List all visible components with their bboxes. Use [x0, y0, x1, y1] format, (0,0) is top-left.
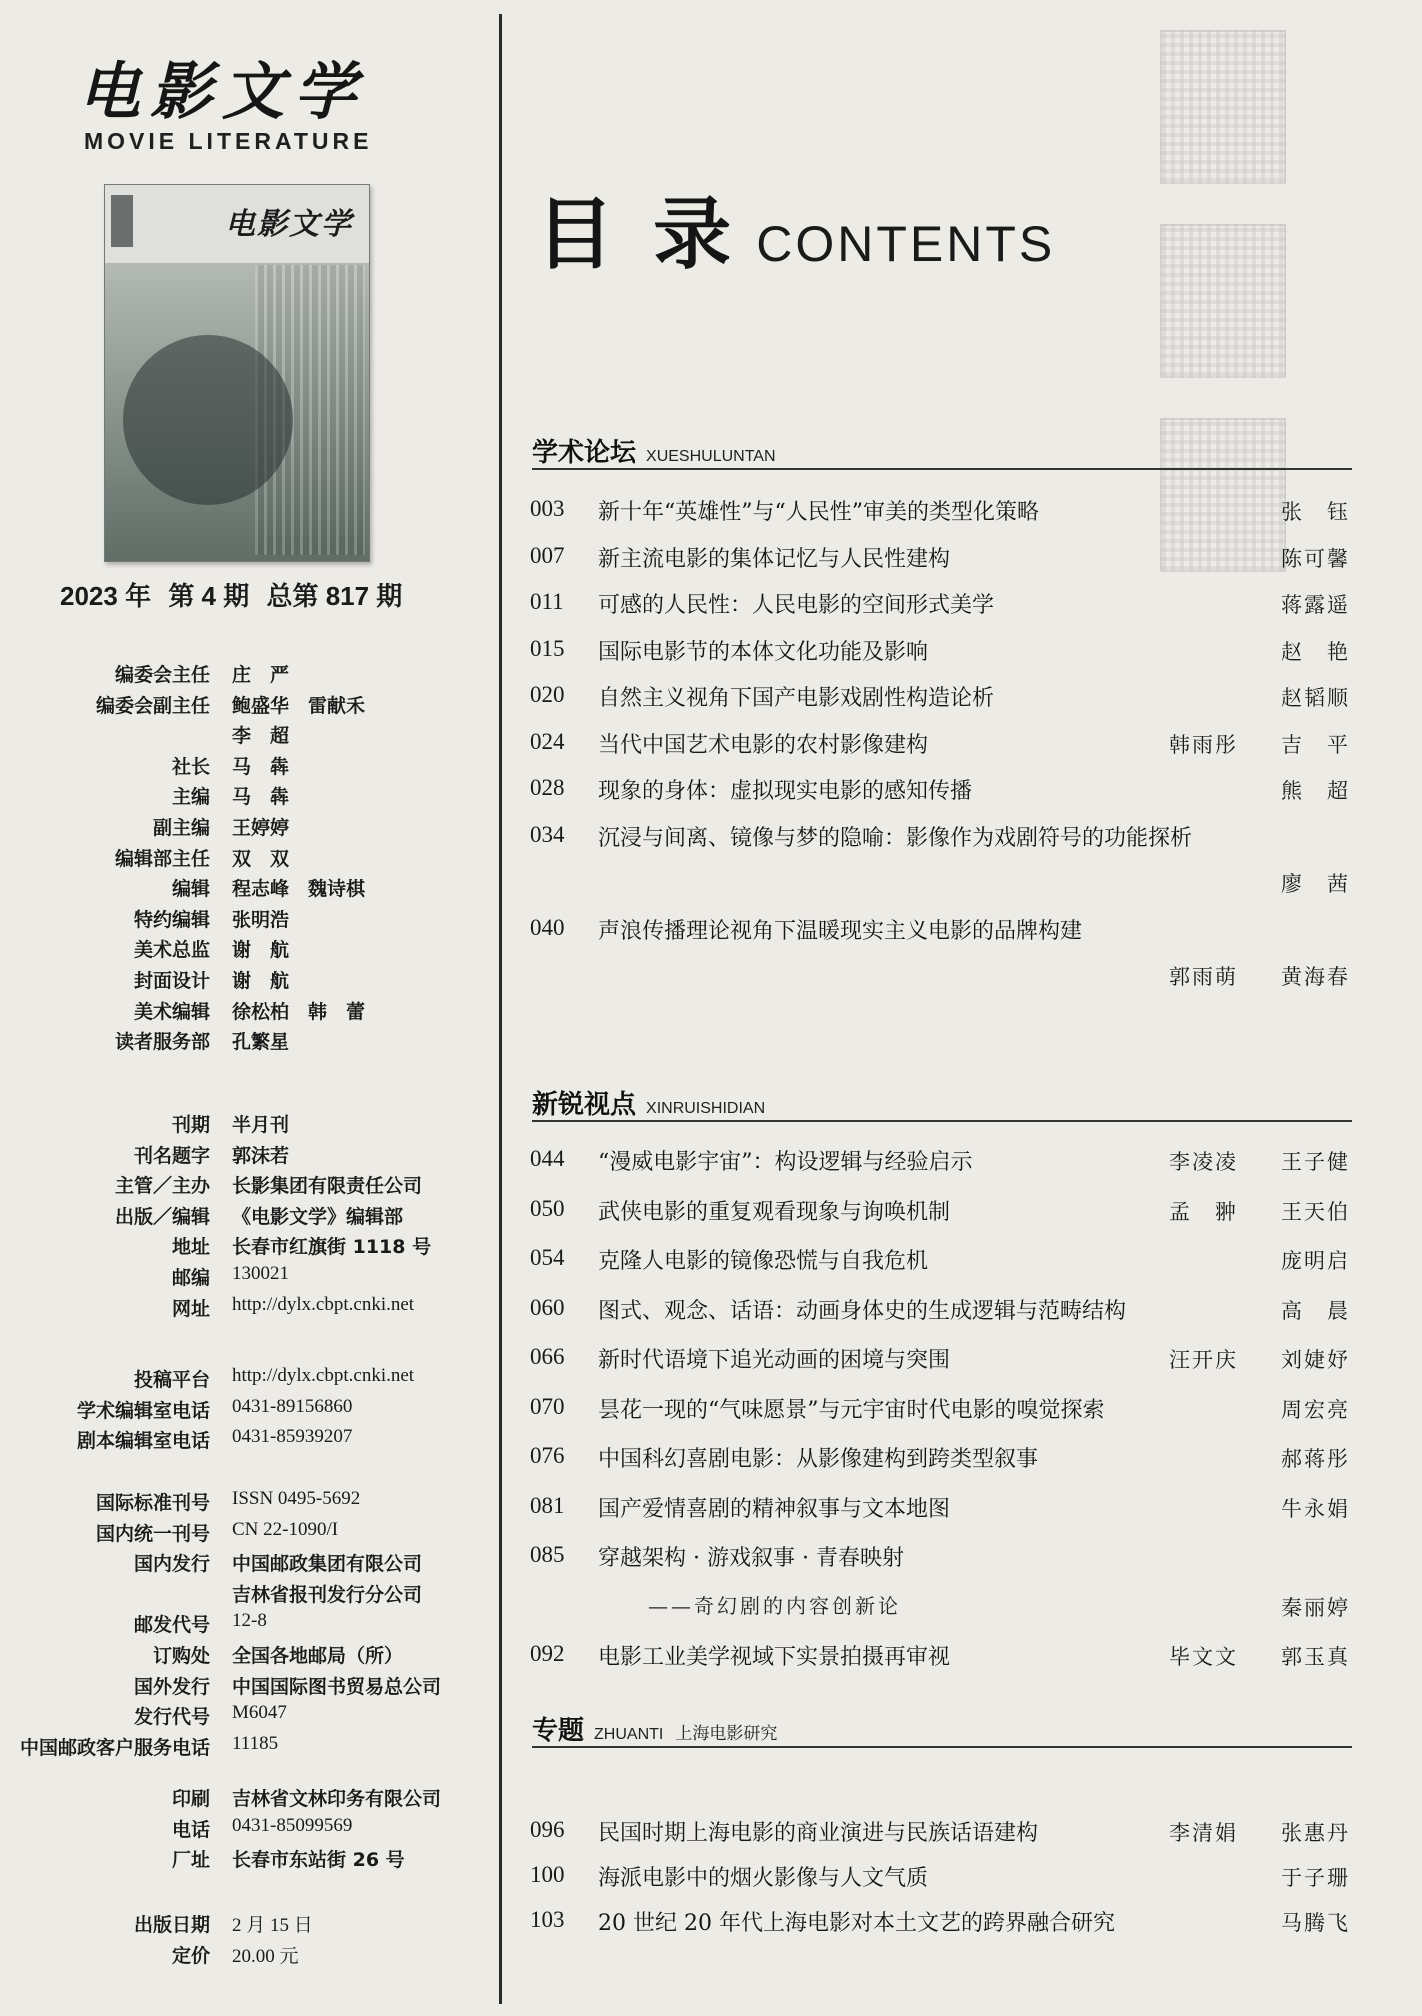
- masthead-value: http://dylx.cbpt.cnki.net: [232, 1365, 415, 1386]
- cover-circle-graphic: [123, 335, 293, 505]
- masthead-label: 中国邮政客户服务电话: [19, 1736, 210, 1759]
- masthead-row: [0, 1815, 495, 1845]
- toc-entry[interactable]: [530, 1905, 1350, 1939]
- toc-entry[interactable]: [530, 727, 1350, 761]
- article-title: “漫威电影宇宙”：构设逻辑与经验启示: [598, 1150, 973, 1175]
- masthead-label: 邮编: [171, 1267, 210, 1289]
- masthead-row: [0, 1027, 495, 1057]
- article-author: 陈可馨: [1281, 546, 1350, 571]
- article-author: 庞明启: [1281, 1249, 1350, 1273]
- masthead-label: 出版日期: [133, 1914, 210, 1936]
- toc-entry[interactable]: [530, 1342, 1350, 1376]
- masthead-value: 中国国际图书贸易总公司: [232, 1675, 442, 1698]
- masthead-row: [0, 1110, 495, 1140]
- author-line: [530, 1590, 1350, 1620]
- article-author: 孟 翀: [1169, 1199, 1238, 1224]
- page-number: 076: [530, 1443, 565, 1468]
- masthead-label: 编委会副主任: [95, 694, 210, 717]
- masthead-value: http://dylx.cbpt.cnki.net: [232, 1293, 415, 1315]
- masthead-row: [0, 935, 495, 965]
- page-number: 070: [530, 1393, 565, 1419]
- masthead-value: 130021: [232, 1263, 289, 1284]
- masthead-label: 厂址: [171, 1849, 210, 1872]
- masthead-value: 庄 严: [232, 664, 290, 686]
- masthead-value: 20.00 元: [232, 1945, 299, 1967]
- article-author: 蒋露遥: [1281, 593, 1350, 617]
- article-title: 现象的身体：虚拟现实电影的感知传播: [598, 779, 973, 804]
- masthead-row: [0, 1733, 495, 1763]
- article-title: 新主流电影的集体记忆与人民性建构: [598, 546, 951, 572]
- masthead-value: 程志峰 魏诗棋: [232, 878, 366, 901]
- masthead-label: 发行代号: [133, 1706, 210, 1729]
- masthead-row: [0, 1580, 495, 1610]
- section-name: 新锐视点: [532, 1090, 637, 1120]
- masthead-value: 0431-89156860: [232, 1395, 353, 1417]
- masthead-label: 学术编辑室电话: [76, 1399, 210, 1422]
- masthead-value: 孔繁星: [232, 1031, 290, 1054]
- masthead-label: 编辑: [171, 878, 210, 901]
- masthead-value: 《电影文学》编辑部: [232, 1205, 404, 1228]
- masthead-row: [0, 1426, 495, 1456]
- masthead-label: 社长: [171, 755, 210, 778]
- toc-entry[interactable]: [530, 1144, 1350, 1178]
- article-title: 武侠电影的重复观看现象与询唤机制: [598, 1199, 951, 1225]
- masthead-row: [0, 752, 495, 782]
- column-divider: [499, 14, 502, 2004]
- qr-code-ghost: [1160, 30, 1286, 184]
- article-author: 秦丽婷: [1281, 1595, 1350, 1620]
- article-author: 廖 茜: [1281, 872, 1350, 896]
- masthead-value: 中国邮政集团有限公司: [232, 1553, 423, 1576]
- masthead-label: 刊期: [171, 1114, 210, 1136]
- masthead-value: 0431-85099569: [232, 1814, 353, 1836]
- article-author: 于子珊: [1281, 1866, 1350, 1890]
- article-author: 周宏亮: [1281, 1397, 1350, 1422]
- masthead-value: 鲍盛华 雷献禾: [232, 694, 366, 717]
- section-name: 学术论坛: [532, 438, 637, 468]
- masthead-label: 电话: [171, 1818, 210, 1841]
- article-title: 海派电影中的烟火影像与人文气质: [598, 1866, 929, 1891]
- page-number: 040: [530, 914, 565, 940]
- page-number: 092: [530, 1641, 565, 1666]
- masthead-label: 剧本编辑室电话: [76, 1430, 210, 1453]
- masthead-label: 订购处: [152, 1645, 210, 1667]
- masthead-value: 徐松柏 韩 蕾: [232, 1000, 366, 1023]
- article-author: 王天伯: [1281, 1199, 1350, 1224]
- article-author: 韩雨彤: [1169, 732, 1238, 757]
- article-title: 电影工业美学视域下实景拍摄再审视: [598, 1645, 951, 1670]
- masthead-value: 郭沫若: [232, 1144, 290, 1167]
- article-author: 毕文文: [1169, 1645, 1238, 1669]
- section-pinyin: XINRUISHIDIAN: [646, 1100, 766, 1117]
- masthead-row: [0, 782, 495, 812]
- masthead-label: 美术总监: [133, 939, 210, 962]
- masthead-label: 印刷: [171, 1788, 210, 1810]
- masthead-value: 长影集团有限责任公司: [232, 1175, 423, 1198]
- qr-code-ghost: [1160, 224, 1286, 378]
- masthead-label: 地址: [171, 1236, 210, 1259]
- masthead-value: 长春市东站街 26 号: [232, 1849, 405, 1872]
- article-title: 自然主义视角下国产电影戏剧性构造论析: [598, 686, 995, 711]
- article-author: 高 晨: [1281, 1298, 1350, 1323]
- toc-entry[interactable]: [530, 773, 1350, 807]
- article-title: 克隆人电影的镜像恐慌与自我危机: [598, 1249, 929, 1274]
- article-title: 图式、观念、话语：动画身体史的生成逻辑与范畴结构: [598, 1298, 1127, 1324]
- page-number: 011: [530, 589, 564, 614]
- masthead-row: [0, 1171, 495, 1201]
- article-author: 李凌凌: [1169, 1150, 1238, 1174]
- page-number: 054: [530, 1245, 565, 1270]
- masthead-row: [0, 1294, 495, 1324]
- masthead-label: 投稿平台: [133, 1369, 210, 1391]
- toc-entry[interactable]: [530, 680, 1350, 714]
- page-number: 100: [530, 1862, 565, 1887]
- magazine-logo: 电影文学: [78, 55, 367, 128]
- masthead-row: [0, 1784, 495, 1814]
- article-author: 吉 平: [1281, 732, 1350, 757]
- masthead-row: [0, 966, 495, 996]
- masthead-label: 特约编辑: [133, 908, 210, 931]
- masthead-row: [0, 660, 495, 690]
- toc-entry[interactable]: [530, 820, 1350, 854]
- section-heading: [532, 1084, 1352, 1122]
- page-number: 050: [530, 1195, 565, 1221]
- page-number: 028: [530, 775, 565, 800]
- article-subtitle: ——奇幻剧的内容创新论: [648, 1593, 901, 1618]
- masthead-row: [0, 1365, 495, 1395]
- masthead-label: 编委会主任: [114, 664, 210, 686]
- masthead-value: 12-8: [232, 1610, 267, 1632]
- masthead-row: [0, 1910, 495, 1940]
- cover-title: 电影文学: [225, 207, 353, 242]
- masthead-row: [0, 1941, 495, 1971]
- masthead-value: ISSN 0495-5692: [232, 1488, 361, 1509]
- masthead-value: 张明浩: [232, 908, 290, 931]
- section-name: 专题: [532, 1716, 585, 1746]
- masthead-row: [0, 1232, 495, 1262]
- toc-entry[interactable]: [530, 1540, 1350, 1574]
- article-title: 国产爱情喜剧的精神叙事与文本地图: [598, 1496, 951, 1522]
- page-number: 007: [530, 542, 565, 568]
- page-number: 085: [530, 1542, 565, 1567]
- masthead-value: 王婷婷: [232, 817, 290, 839]
- page-number: 081: [530, 1492, 565, 1518]
- masthead-label: 国内统一刊号: [95, 1522, 210, 1545]
- masthead-row: [0, 844, 495, 874]
- masthead-label: 刊名题字: [133, 1144, 210, 1167]
- masthead-row: [0, 1519, 495, 1549]
- masthead-value: 2 月 15 日: [232, 1915, 313, 1936]
- article-title: 声浪传播理论视角下温暖现实主义电影的品牌构建: [598, 918, 1083, 944]
- article-title: 民国时期上海电影的商业演进与民族话语建构: [598, 1821, 1039, 1846]
- article-author: 张 钰: [1281, 500, 1350, 524]
- page-number: 024: [530, 728, 565, 754]
- contents-title-english: CONTENTS: [756, 216, 1056, 272]
- article-title: 沉浸与间离、镜像与梦的隐喻：影像作为戏剧符号的功能探析: [598, 825, 1193, 851]
- page-number: 015: [530, 635, 565, 661]
- article-author: 郭雨萌: [1169, 965, 1238, 989]
- article-author: 王子健: [1281, 1150, 1350, 1174]
- masthead-row: [0, 1488, 495, 1518]
- article-title: 当代中国艺术电影的农村影像建构: [598, 732, 929, 758]
- masthead-value: 马 犇: [232, 786, 290, 809]
- article-author: 李清娟: [1169, 1821, 1238, 1845]
- toc-entry[interactable]: [530, 541, 1350, 575]
- contents-title-chinese: 目 录: [536, 190, 738, 280]
- masthead-row: [0, 1263, 495, 1293]
- toc-entry[interactable]: [530, 634, 1350, 668]
- section-pinyin: ZHUANTI: [594, 1726, 664, 1743]
- toc-entry[interactable]: [530, 494, 1350, 528]
- masthead-value: 长春市红旗街 1118 号: [232, 1236, 432, 1259]
- masthead-label: 主管／主办: [114, 1175, 210, 1198]
- article-title: 中国科幻喜剧电影：从影像建构到跨类型叙事: [598, 1447, 1039, 1472]
- toc-entry[interactable]: [530, 1293, 1350, 1327]
- masthead-column: [0, 0, 495, 2016]
- article-author: 赵韬顺: [1281, 686, 1350, 710]
- masthead-value: 李 超: [232, 725, 290, 748]
- article-author: 马腾飞: [1281, 1911, 1350, 1935]
- article-author: 郝蒋彤: [1281, 1447, 1350, 1471]
- masthead-value: 吉林省文林印务有限公司: [232, 1788, 442, 1810]
- masthead-label: 网址: [171, 1297, 210, 1320]
- masthead-label: 定价: [171, 1944, 210, 1967]
- masthead-label: 主编: [171, 786, 210, 809]
- article-author: 黄海春: [1281, 965, 1350, 989]
- masthead-label: 封面设计: [133, 970, 210, 992]
- masthead-value: 半月刊: [232, 1114, 290, 1136]
- masthead-label: 出版／编辑: [114, 1205, 210, 1228]
- article-author: 汪开庆: [1169, 1348, 1238, 1372]
- masthead-row: [0, 721, 495, 751]
- issue-total: 总第 817 期: [266, 581, 403, 611]
- masthead-value: 谢 航: [232, 970, 290, 992]
- article-title: 20 世纪 20 年代上海电影对本土文艺的跨界融合研究: [598, 1911, 1115, 1936]
- toc-entry[interactable]: [530, 1392, 1350, 1426]
- toc-entry[interactable]: [530, 1194, 1350, 1228]
- toc-entry[interactable]: [530, 1441, 1350, 1475]
- article-author: 熊 超: [1281, 779, 1350, 803]
- masthead-value: 全国各地邮局（所）: [232, 1645, 404, 1667]
- toc-entry[interactable]: [530, 587, 1350, 621]
- masthead-value: 马 犇: [232, 755, 290, 778]
- masthead-value: 0431-85939207: [232, 1426, 353, 1448]
- issue-info: [60, 576, 412, 613]
- toc-entry[interactable]: [530, 1860, 1350, 1894]
- section-pinyin: XUESHULUNTAN: [646, 448, 776, 465]
- toc-entry[interactable]: [530, 913, 1350, 947]
- page-number: 034: [530, 821, 565, 847]
- masthead-label: 编辑部主任: [114, 847, 210, 870]
- article-title: 穿越架构 · 游戏叙事 · 青春映射: [598, 1546, 904, 1571]
- article-title: 新十年“英雄性”与“人民性”审美的类型化策略: [598, 500, 1039, 525]
- toc-entry[interactable]: [530, 1639, 1350, 1673]
- section-heading: [532, 1710, 1352, 1748]
- issue-year: 2023 年: [60, 581, 152, 611]
- masthead-row: [0, 1202, 495, 1232]
- page-number: 044: [530, 1146, 565, 1171]
- masthead-label: 国外发行: [133, 1675, 210, 1698]
- page-number: 103: [530, 1907, 565, 1932]
- masthead-row: [0, 997, 495, 1027]
- page-number: 066: [530, 1344, 565, 1369]
- contents-heading: [536, 172, 1055, 284]
- masthead-label: 邮发代号: [133, 1614, 210, 1637]
- masthead-value: 吉林省报刊发行分公司: [232, 1583, 423, 1606]
- toc-entry[interactable]: [530, 1491, 1350, 1525]
- page-number: 096: [530, 1817, 565, 1842]
- masthead-row: [0, 1549, 495, 1579]
- masthead-label: 副主编: [152, 817, 210, 839]
- masthead-row: [0, 1141, 495, 1171]
- author-line: [530, 959, 1350, 989]
- masthead-row: [0, 1396, 495, 1426]
- masthead-value: 11185: [232, 1732, 279, 1754]
- issue-number: 第 4 期: [168, 581, 250, 611]
- article-author: 张惠丹: [1281, 1821, 1350, 1845]
- page-number: 020: [530, 682, 565, 707]
- masthead-row: [0, 1672, 495, 1702]
- author-line: [530, 866, 1350, 896]
- masthead-row: [0, 1610, 495, 1640]
- cover-thumbnail: [104, 184, 370, 562]
- page-number: 060: [530, 1294, 565, 1320]
- article-author: 刘婕妤: [1281, 1348, 1350, 1372]
- article-title: 可感的人民性：人民电影的空间形式美学: [598, 593, 995, 618]
- masthead-row: [0, 813, 495, 843]
- masthead-value: CN 22-1090/I: [232, 1518, 339, 1540]
- article-author: 牛永娟: [1281, 1496, 1350, 1521]
- article-title: 新时代语境下追光动画的困境与突围: [598, 1348, 951, 1373]
- cover-emblem: [111, 195, 133, 247]
- masthead-row: [0, 1641, 495, 1671]
- masthead-label: 读者服务部: [114, 1031, 210, 1054]
- article-title: 国际电影节的本体文化功能及影响: [598, 639, 929, 665]
- masthead-label: 美术编辑: [133, 1000, 210, 1023]
- section-subtitle: 上海电影研究: [675, 1724, 778, 1744]
- masthead-label: 国内发行: [133, 1553, 210, 1576]
- article-author: 赵 艳: [1281, 639, 1350, 664]
- masthead-row: [0, 905, 495, 935]
- masthead-label: 国际标准刊号: [95, 1492, 210, 1514]
- masthead-row: [0, 691, 495, 721]
- toc-entry[interactable]: [530, 1815, 1350, 1849]
- magazine-logo-english: MOVIE LITERATURE: [84, 128, 373, 154]
- masthead-row: [0, 874, 495, 904]
- section-heading: [532, 432, 1352, 470]
- toc-entry[interactable]: [530, 1243, 1350, 1277]
- masthead-row: [0, 1702, 495, 1732]
- article-title: 昙花一现的“气味愿景”与元宇宙时代电影的嗅觉探索: [598, 1397, 1105, 1423]
- masthead-row: [0, 1845, 495, 1875]
- page-number: 003: [530, 496, 565, 521]
- masthead-value: 谢 航: [232, 939, 290, 962]
- masthead-value: 双 双: [232, 847, 290, 870]
- article-author: 郭玉真: [1281, 1645, 1350, 1669]
- masthead-value: M6047: [232, 1702, 287, 1724]
